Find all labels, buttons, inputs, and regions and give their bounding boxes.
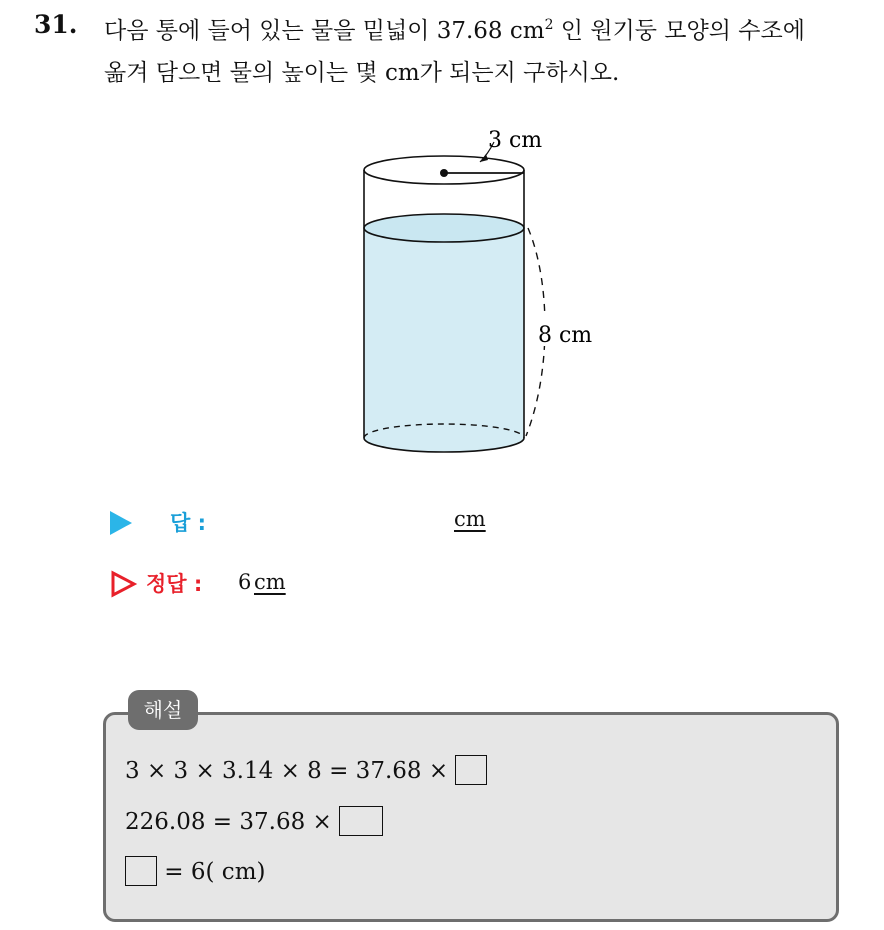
question-text-after: 인 원기둥 모양의 수조에 xyxy=(553,18,805,44)
correct-answer-value: 6 xyxy=(238,570,252,594)
solution-line-3-text: = 6( cm) xyxy=(157,859,266,885)
solution-line-1 xyxy=(125,755,487,785)
question-number: 31. xyxy=(34,10,78,39)
answer-triangle-icon xyxy=(110,511,132,535)
water-surface xyxy=(364,214,524,242)
blank-box xyxy=(455,755,487,785)
question-text-line-2: 옮겨 담으면 물의 높이는 몇 cm가 되는지 구하시오. xyxy=(104,60,620,86)
blank-box xyxy=(125,856,157,886)
solution-line-2-text: 226.08 = 37.68 × xyxy=(125,809,340,835)
question-text-before: 다음 통에 들어 있는 물을 밑넓이 xyxy=(104,18,437,44)
radius-label: 3 cm xyxy=(488,128,543,153)
correct-answer-label: 정답 : xyxy=(146,572,203,596)
answer-label: 답 : xyxy=(170,511,206,535)
question-area-exponent: 2 xyxy=(544,17,554,33)
solution-line-2 xyxy=(125,806,383,836)
answer-unit[interactable]: cm xyxy=(454,507,486,531)
solution-line-1-text: 3 × 3 × 3.14 × 8 = 37.68 × xyxy=(125,758,456,784)
height-label: 8 cm xyxy=(538,323,593,348)
correct-answer-triangle-icon xyxy=(110,570,138,598)
water-body xyxy=(364,214,524,452)
question-text-line-1 xyxy=(104,12,805,45)
solution-tab: 해설 xyxy=(128,690,198,730)
question-area-value: 37.68 cm xyxy=(436,18,545,44)
solution-line-3 xyxy=(125,856,265,886)
cylinder-figure xyxy=(340,120,620,460)
blank-box xyxy=(339,806,383,836)
correct-answer-unit: cm xyxy=(254,570,286,594)
